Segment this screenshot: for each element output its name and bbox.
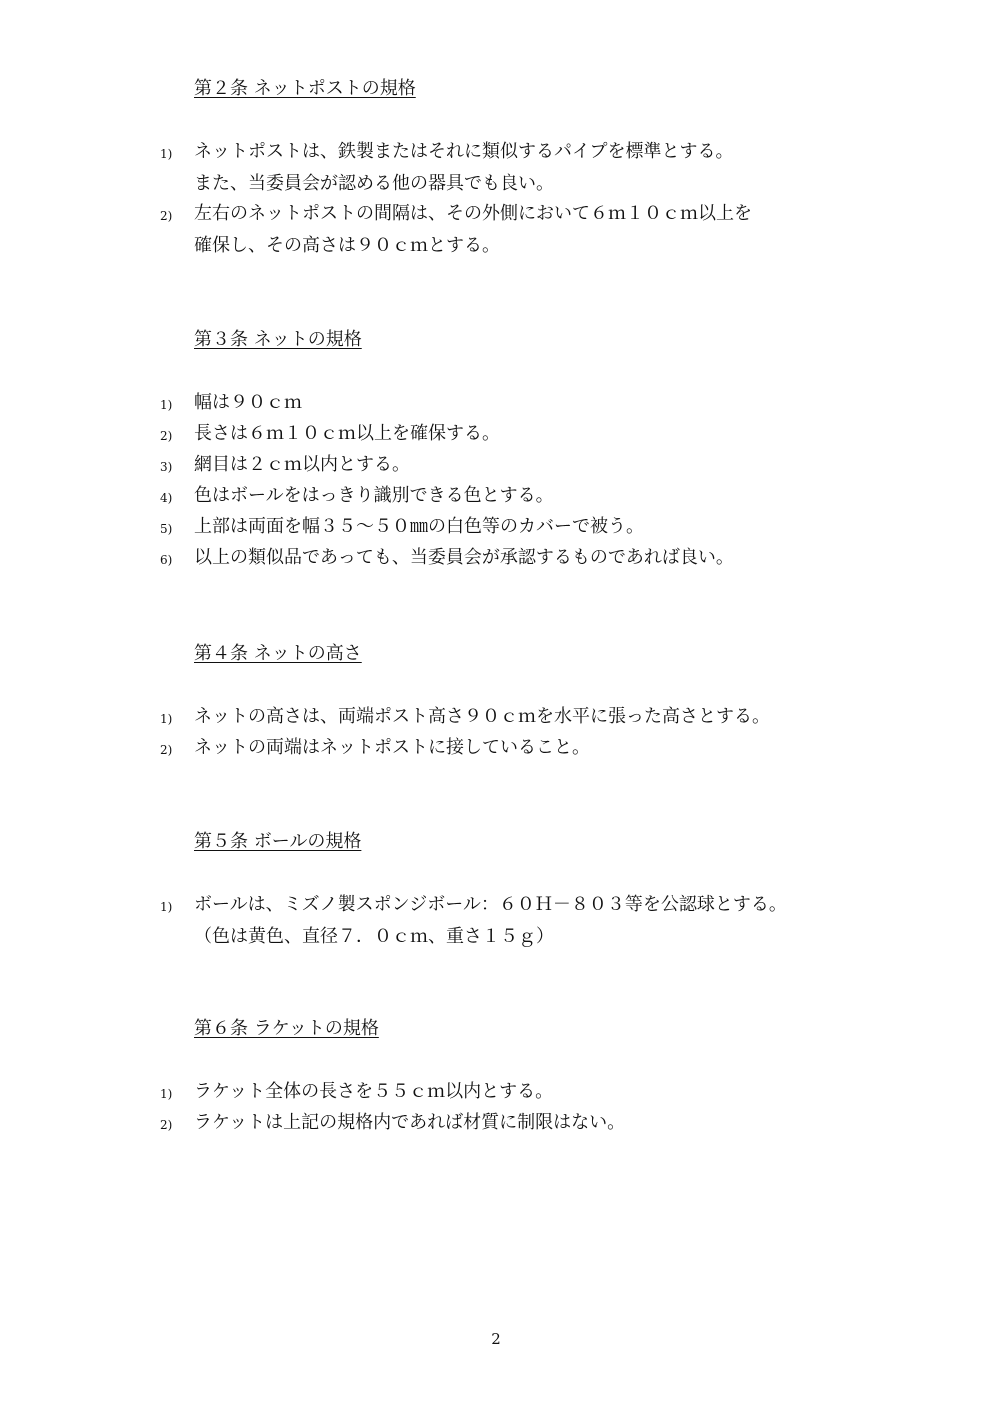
item-text: 左右のネットポストの間隔は、その外側において６ｍ１０ｃｍ以上を (194, 203, 752, 224)
item-number: 2) (160, 429, 173, 443)
item-number: 1) (160, 712, 173, 726)
article-3-heading: 第３条 ネットの規格 (194, 329, 362, 350)
article-6-heading: 第６条 ラケットの規格 (194, 1018, 379, 1039)
page-number: 2 (491, 1330, 501, 1348)
item-text: 網目は２ｃｍ以内とする。 (194, 454, 410, 475)
item-number: 1) (160, 1087, 173, 1101)
item-text: 幅は９０ｃｍ (194, 392, 302, 413)
item-number: 6) (160, 553, 173, 567)
item-text-continued: 確保し、その高さは９０ｃｍとする。 (194, 235, 500, 256)
item-number: 1) (160, 900, 173, 914)
item-text: ネットの両端はネットポストに接していること。 (194, 737, 590, 758)
article-4-heading: 第４条 ネットの高さ (194, 643, 362, 664)
item-text: ラケットは上記の規格内であれば材質に制限はない。 (194, 1112, 626, 1133)
article-5-heading: 第５条 ボールの規格 (194, 831, 362, 852)
item-number: 2) (160, 1118, 173, 1132)
item-number: 5) (160, 522, 173, 536)
item-text: 長さは６ｍ１０ｃｍ以上を確保する。 (194, 423, 500, 444)
item-number: 4) (160, 491, 173, 505)
item-number: 1) (160, 147, 173, 161)
item-text: ネットポストは、鉄製またはそれに類似するパイプを標準とする。 (194, 141, 734, 162)
item-number: 2) (160, 743, 173, 757)
item-text: ネットの高さは、両端ポスト高さ９０ｃｍを水平に張った高さとする。 (194, 706, 770, 727)
item-text: 上部は両面を幅３５～５０㎜の白色等のカバーで被う。 (194, 516, 644, 537)
item-number: 3) (160, 460, 173, 474)
item-number: 1) (160, 398, 173, 412)
item-number: 2) (160, 209, 173, 223)
item-text: ラケット全体の長さを５５ｃｍ以内とする。 (194, 1081, 554, 1102)
item-text: ボールは、ミズノ製スポンジボール：６０Ｈ－８０３等を公認球とする。 (194, 894, 787, 915)
item-text: 色はボールをはっきり識別できる色とする。 (194, 485, 554, 506)
item-text-continued: （色は黄色、直径７．０ｃｍ、重さ１５ｇ） (194, 926, 554, 947)
article-2-heading: 第２条 ネットポストの規格 (194, 78, 416, 99)
item-text-continued: また、当委員会が認める他の器具でも良い。 (194, 173, 554, 194)
item-text: 以上の類似品であっても、当委員会が承認するものであれば良い。 (194, 547, 734, 568)
